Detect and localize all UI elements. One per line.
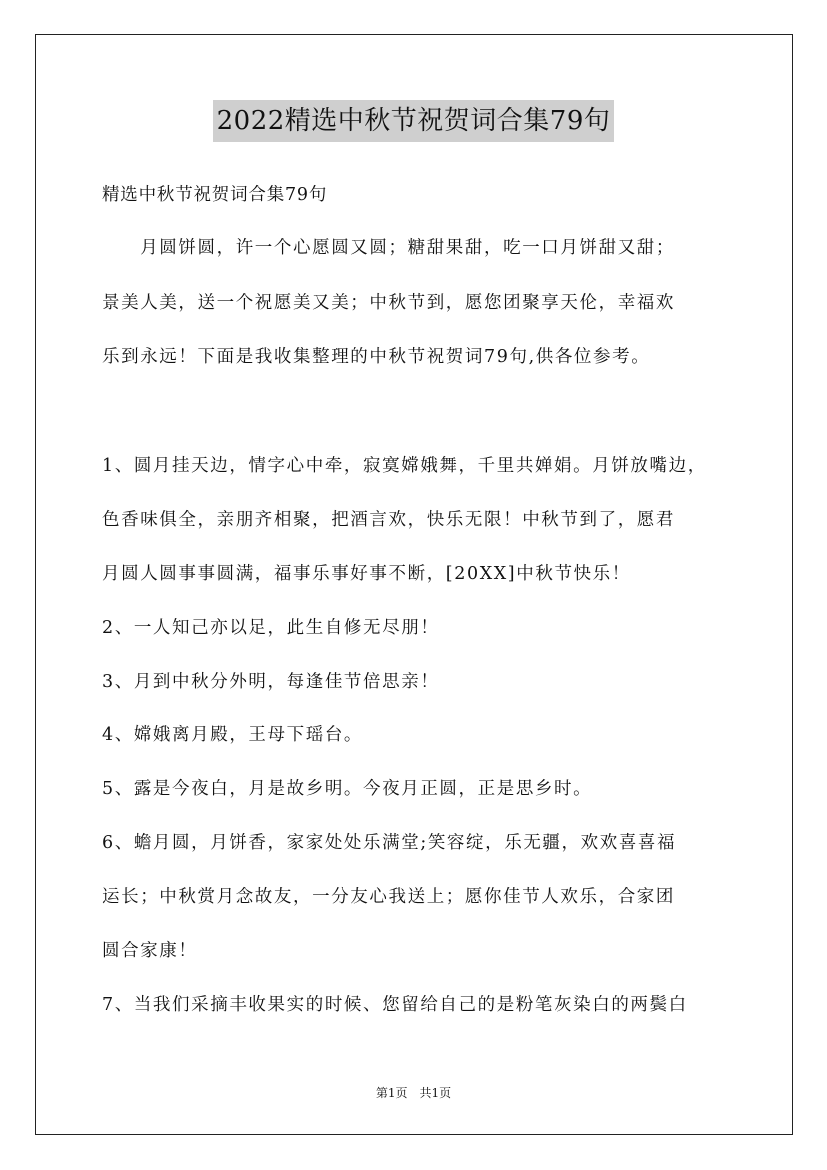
paragraph-line: 5、露是今夜白，月是故乡明。今夜月正圆，正是思乡时。 <box>102 779 593 799</box>
page-footer: 第1页 共1页 <box>375 1086 452 1100</box>
paragraph-line: 月圆饼圆，许一个心愿圆又圆；糖甜果甜，吃一口月饼甜又甜； <box>102 238 675 258</box>
paragraph-line: 4、嫦娥离月殿，王母下瑶台。 <box>102 725 364 745</box>
paragraph-line: 7、当我们采摘丰收果实的时候、您留给自己的是粉笔灰染白的两鬓白 <box>102 995 688 1015</box>
paragraph-line: 6、蟾月圆，月饼香，家家处处乐满堂;笑容绽，乐无疆，欢欢喜喜福 <box>102 833 677 853</box>
paragraph-line: 色香味俱全，亲朋齐相聚，把酒言欢，快乐无限！中秋节到了，愿君 <box>102 510 675 530</box>
document-subtitle: 精选中秋节祝贺词合集79句 <box>102 185 328 205</box>
paragraph-line: 3、月到中秋分外明，每逢佳节倍思亲！ <box>102 672 440 692</box>
paragraph-line: 2、一人知己亦以足，此生自修无尽朋！ <box>102 618 440 638</box>
paragraph-line: 运长；中秋赏月念故友，一分友心我送上；愿你佳节人欢乐，合家团 <box>102 887 675 907</box>
document-title: 2022精选中秋节祝贺词合集79句 <box>213 100 615 142</box>
title-container <box>0 100 827 142</box>
paragraph-line: 乐到永远！下面是我收集整理的中秋节祝贺词79句,供各位参考。 <box>102 347 651 367</box>
paragraph-line: 月圆人圆事事圆满，福事乐事好事不断，[20XX]中秋节快乐！ <box>102 564 631 584</box>
paragraph-line: 1、圆月挂天边，情字心中牵，寂寞嫦娥舞，千里共婵娟。月饼放嘴边， <box>102 456 707 476</box>
paragraph-line: 景美人美，送一个祝愿美又美；中秋节到，愿您团聚享天伦，幸福欢 <box>102 293 675 313</box>
paragraph-line: 圆合家康！ <box>102 941 198 961</box>
